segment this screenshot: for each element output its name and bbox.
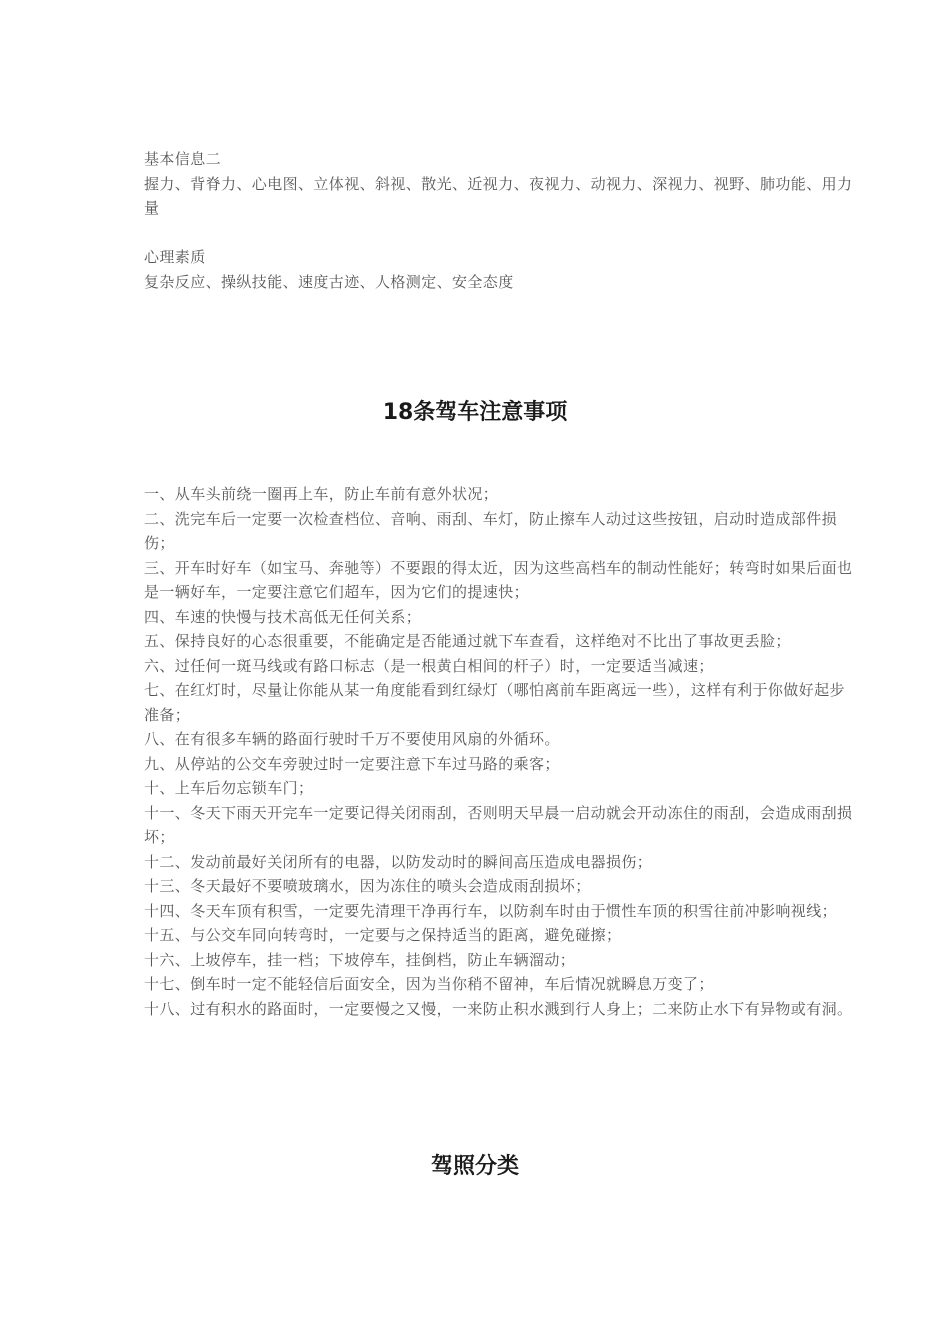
list-item: 十三、冬天最好不要喷玻璃水，因为冻住的喷头会造成雨刮损坏； bbox=[144, 877, 591, 895]
list-item: 十七、倒车时一定不能轻信后面安全，因为当你稍不留神，车后情况就瞬息万变了； bbox=[144, 975, 714, 993]
list-item: 六、过任何一斑马线或有路口标志（是一根黄白相间的杆子）时，一定要适当减速； bbox=[144, 656, 714, 675]
list-item: 五、保持良好的心态很重要，不能确定是否能通过就下车查看，这样绝对不比出了事故更丢脸； bbox=[144, 632, 791, 650]
section-title-license-classes: 驾照分类 bbox=[430, 1154, 519, 1179]
psychological-label: 心理素质 bbox=[144, 248, 206, 266]
section-title-18-notes: 18条驾车注意事项 bbox=[382, 400, 568, 425]
list-item: 十二、发动前最好关闭所有的电器，以防发动时的瞬间高压造成电器损伤； bbox=[144, 852, 653, 871]
list-item: 一、从车头前绕一圈再上车，防止车前有意外状况； bbox=[144, 485, 499, 503]
list-item: 三、开车时好车（如宝马、奔驰等）不要跟的得太近，因为这些高档车的制动性能好；转弯时如果后面也是一辆好车，一定要注意它们超车，因为它们的提速快； bbox=[144, 558, 853, 601]
list-item: 十、上车后勿忘锁车门； bbox=[144, 779, 314, 797]
list-item: 十四、冬天车顶有积雪，一定要先清理干净再行车，以防刹车时由于惯性车顶的积雪往前冲影响视线； bbox=[144, 901, 838, 920]
list-item: 四、车速的快慢与技术高低无任何关系； bbox=[144, 607, 422, 626]
psychological-section bbox=[144, 245, 854, 294]
list-item: 八、在有很多车辆的路面行驶时千万不要使用风扇的外循环。 bbox=[144, 730, 560, 748]
list-item: 十六、上坡停车，挂一档；下坡停车，挂倒档，防止车辆溜动； bbox=[144, 950, 576, 969]
basic-info-text: 握力、背脊力、心电图、立体视、斜视、散光、近视力、夜视力、动视力、深视力、视野、肺功能、用力量 bbox=[144, 174, 853, 217]
list-item: 七、在红灯时，尽量让你能从某一角度能看到红绿灯（哪怕离前车距离远一些），这样有利于你做好起步准备； bbox=[144, 681, 845, 724]
list-item: 二、洗完车后一定要一次检查档位、音响、雨刮、车灯，防止擦车人动过这些按钮，启动时造成部件损伤； bbox=[144, 509, 838, 552]
list-item: 十八、过有积水的路面时，一定要慢之又慢，一来防止积水溅到行人身上；二来防止水下有异物或有洞。 bbox=[144, 999, 853, 1018]
driving-notes-list bbox=[144, 482, 854, 1021]
basic-info-section bbox=[144, 147, 854, 221]
basic-info-label: 基本信息二 bbox=[144, 150, 222, 168]
list-item: 十一、冬天下雨天开完车一定要记得关闭雨刮，否则明天早晨一启动就会开动冻住的雨刮，会造成雨刮损坏； bbox=[144, 803, 853, 846]
list-item: 九、从停站的公交车旁驶过时一定要注意下车过马路的乘客； bbox=[144, 754, 560, 773]
list-item: 十五、与公交车同向转弯时，一定要与之保持适当的距离，避免碰擦； bbox=[144, 926, 622, 944]
psychological-text: 复杂反应、操纵技能、速度古迹、人格测定、安全态度 bbox=[144, 272, 514, 291]
